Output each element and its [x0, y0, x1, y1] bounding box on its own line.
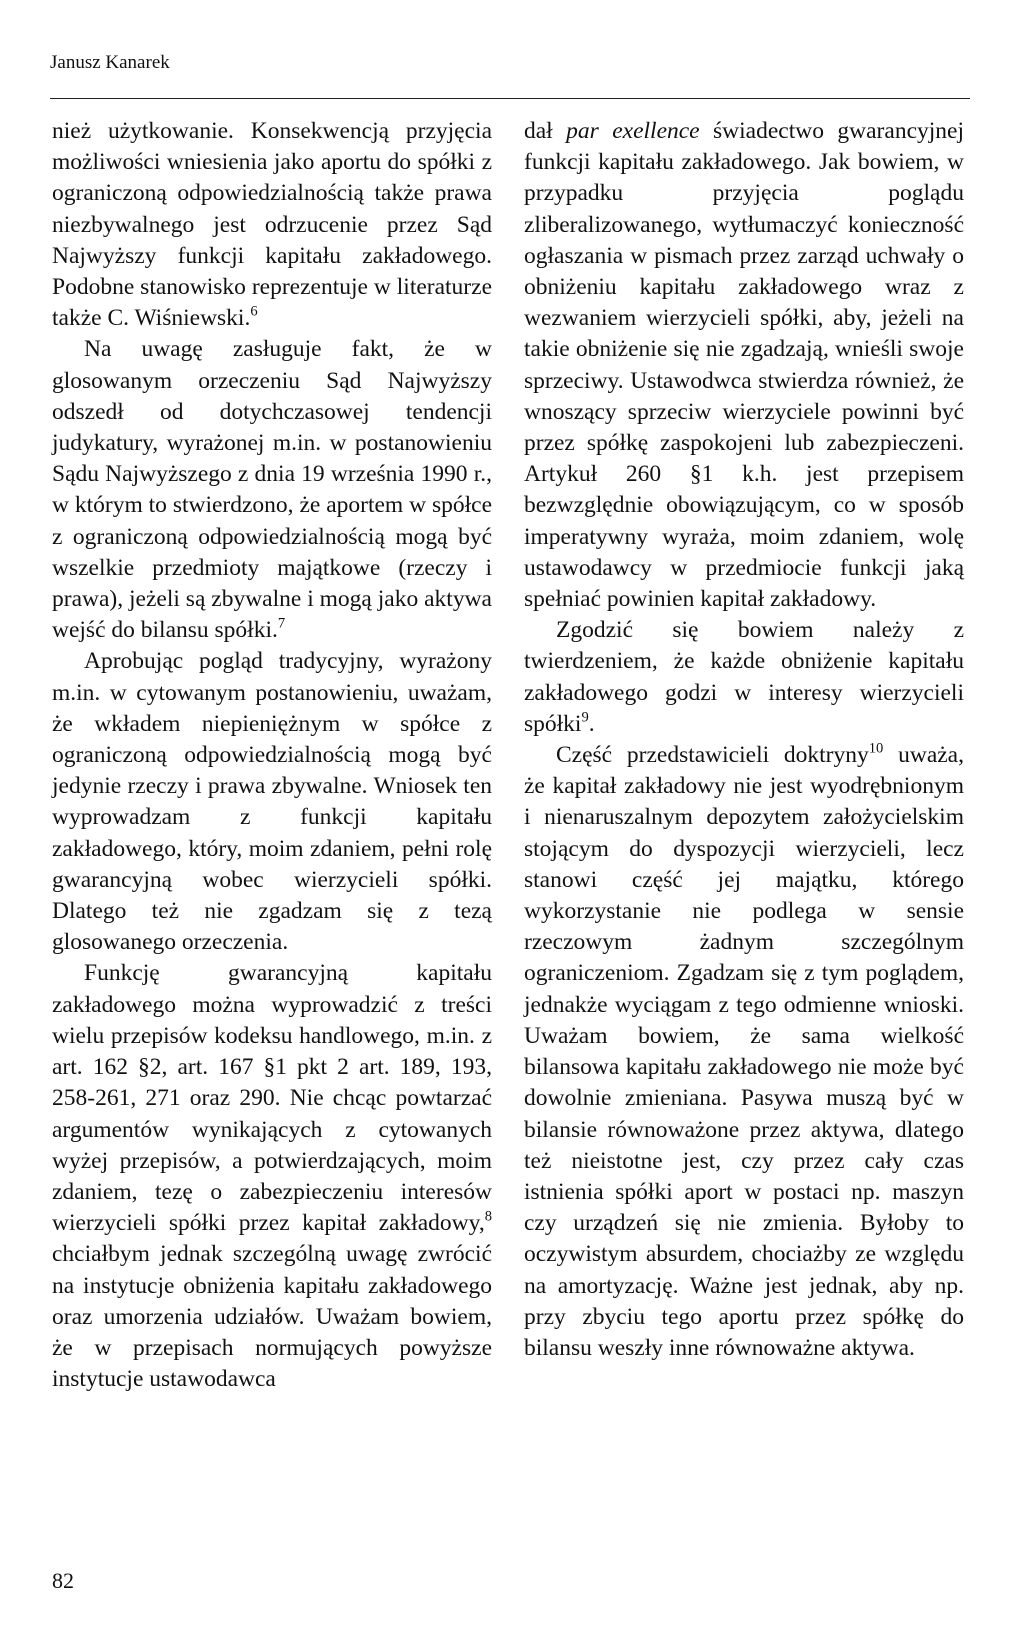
paragraph: [524, 116, 964, 615]
paragraph-text: .: [588, 710, 595, 737]
right-column: [524, 116, 964, 1364]
footnote-marker: 9: [581, 709, 589, 726]
paragraph: [52, 334, 492, 646]
running-head: Janusz Kanarek: [50, 52, 170, 73]
paragraph: [524, 740, 964, 1364]
paragraph-text: Funkcję gwarancyjną kapitału zakładowego można wyprowadzić z treści wielu przepisów kodeksu handlowego, m.in. z art. 162 §2, art. 167 §1 pkt 2 art. 189, 193, 258-261, 271 oraz 290. Nie chcąc powtarzać argumentów wynikających z cytowanych wyżej przepisów, a potwierdzających, moim zdaniem, tezę o zabezpieczeniu interesów wierzycieli spółki przez kapitał zakładowy,: [52, 960, 492, 1237]
paragraph-text: dał: [524, 118, 567, 144]
footnote-marker: 6: [250, 303, 258, 320]
header-rule: [50, 98, 970, 99]
footnote-marker: 8: [484, 1208, 492, 1225]
paragraph: [524, 615, 964, 740]
italic-phrase: par exellence: [566, 118, 700, 144]
paragraph-text: Na uwagę zasługuje fakt, że w glosowanym orzeczeniu Sąd Najwyższy odszedł od dotychczasowej tendencji judykatury, wyrażonej m.in. w postanowieniu Sądu Najwyższego z dnia 19 września 1990 r., w którym to stwierdzono, że aportem w spółce z ograniczoną odpowiedzialnością mogą być wszelkie przedmioty majątkowe (rzeczy i prawa), jeżeli są zbywalne i mogą jako aktywa wejść do bilansu spółki.: [52, 336, 492, 644]
paragraph-text: Część przedstawicieli doktryny: [556, 742, 869, 769]
paragraph-text: uważa, że kapitał zakładowy nie jest wyodrębnionym i nienaruszalnym depozytem założycielskim stojącym do dyspozycji wierzycieli, lecz stanowi część jej majątku, którego wykorzystanie nie podlega w sensie rzeczowym żadnym szczególnym ograniczeniom. Zgadzam się z tym poglądem, jednakże wyciągam z tego odmienne wnioski. Uważam bowiem, że sama wielkość bilansowa kapitału zakładowego nie może być dowolnie zmieniana. Pasywa muszą być w bilansie równoważone przez aktywa, dlatego też nieistotne jest, czy przez cały czas istnienia spółki aport w postaci np. maszyn czy urządzeń się nie zmienia. Byłoby to oczywistym absurdem, chociażby ze względu na amortyzację. Ważne jest jednak, aby np. przy zbyciu tego aportu przez spółkę do bilansu weszły inne równoważne aktywa.: [524, 742, 964, 1361]
paragraph: [52, 958, 492, 1395]
paragraph-text: Aprobując pogląd tradycyjny, wyrażony m.in. w cytowanym postanowieniu, uważam, że wkładem niepieniężnym w spółce z ograniczoną odpowiedzialnością mogą być jedynie rzeczy i prawa zbywalne. Wniosek ten wyprowadzam z funkcji kapitału zakładowego, który, moim zdaniem, pełni rolę gwarancyjną wobec wierzycieli spółki. Dlatego też nie zgadzam się z tezą glosowanego orzeczenia.: [52, 648, 492, 956]
footnote-marker: 10: [868, 740, 884, 757]
paragraph-text: chciałbym jednak szczególną uwagę zwrócić na instytucje obniżenia kapitału zakładowego oraz umorzenia udziałów. Uważam bowiem, że w przepisach normujących powyższe instytucje ustawodawca: [52, 1241, 492, 1393]
paragraph: [52, 646, 492, 958]
paragraph-text: świadectwo gwarancyjnej funkcji kapitału zakładowego. Jak bowiem, w przypadku przyjęcia poglądu zliberalizowanego, wytłumaczyć konieczność ogłaszania w pismach przez zarząd uchwały o obniżeniu kapitału zakładowego wraz z wezwaniem wierzycieli spółki, aby, jeżeli na takie obniżenie się nie zgadzają, wnieśli swoje sprzeciwy. Ustawodwca stwierdza również, że wnoszący sprzeciw wierzyciele powinni być przez spółkę zaspokojeni lub zabezpieczeni. Artykuł 260 §1 k.h. jest przepisem bezwzględnie obowiązującym, co w sposób imperatywny wyraża, moim zdaniem, wolę ustawodawcy w przedmiocie funkcji jaką spełniać powinien kapitał zakładowy.: [524, 118, 964, 613]
left-column: [52, 116, 492, 1395]
paragraph-text: Zgodzić się bowiem należy z twierdzeniem, że każde obniżenie kapitału zakładowego godzi w interesy wierzycieli spółki: [524, 617, 964, 737]
footnote-marker: 7: [277, 615, 286, 632]
page-number: 82: [52, 1568, 74, 1593]
paragraph-text: nież użytkowanie. Konsekwencją przyjęcia możliwości wniesienia jako aportu do spółki z ograniczoną odpowiedzialnością także prawa niezbywalnego jest odrzucenie przez Sąd Najwyższy funkcji kapitału zakładowego. Podobne stanowisko reprezentuje w literaturze także C. Wiśniewski.: [52, 118, 492, 332]
paragraph: [52, 116, 492, 334]
